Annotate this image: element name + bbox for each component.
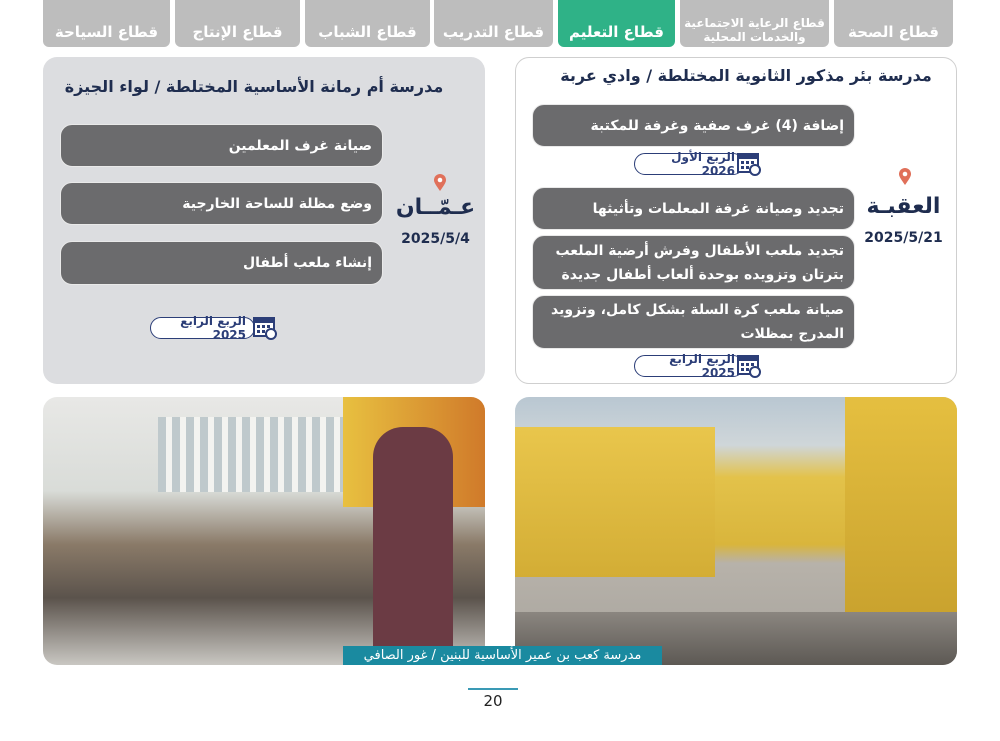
project-item: إنشاء ملعب أطفال [60,241,383,285]
tab-health[interactable]: قطاع الصحة [834,0,953,47]
photo-caption: مدرسة كعب بن عمير الأساسية للبنين / غور الصافي [343,646,662,665]
tab-training[interactable]: قطاع التدريب [434,0,553,47]
project-item: تجديد ملعب الأطفال وفرش أرضية الملعب بترتان وتزويده بوحدة ألعاب أطفال جديدة [532,235,855,290]
school-title: مدرسة بئر مذكور الثانوية المختلطة / وادي عربة [560,66,932,85]
tab-production[interactable]: قطاع الإنتاج [175,0,300,47]
classroom-photo [43,397,485,665]
tab-education[interactable]: قطاع التعليم [558,0,675,47]
visit-date: 2025/5/21 [864,230,943,246]
project-item: صيانة غرف المعلمين [60,124,383,167]
timeline-badge: الربع الرابع 2025 [150,317,255,339]
visit-date: 2025/5/4 [401,231,470,247]
project-item: صيانة ملعب كرة السلة بشكل كامل، وتزويد المدرج بمظلات [532,295,855,349]
city-name: العقبـة [866,194,941,219]
city-name: عـمّــان [395,195,476,220]
tab-youth[interactable]: قطاع الشباب [305,0,430,47]
project-item: تجديد وصيانة غرفة المعلمات وتأثيثها [532,187,855,230]
page-number: 20 [483,692,503,710]
calendar-icon [737,150,761,176]
project-item: وضع مظلة للساحة الخارجية [60,182,383,225]
school-card-aqaba [515,57,957,384]
calendar-icon [253,314,277,340]
tab-social-welfare[interactable]: قطاع الرعاية الاجتماعية والخدمات المحلية [680,0,829,47]
tab-tourism[interactable]: قطاع السياحة [43,0,170,47]
schoolyard-photo [515,397,957,665]
school-card-amman [43,57,485,384]
timeline-badge: الربع الرابع 2025 [634,355,744,377]
page-number-divider [468,688,518,690]
school-title: مدرسة أم رمانة الأساسية المختلطة / لواء الجيزة [64,77,444,96]
location-pin-icon [898,168,912,186]
timeline-badge: الربع الأول 2026 [634,153,744,175]
calendar-icon [737,352,761,378]
location-pin-icon [433,174,447,192]
project-item: إضافة (4) غرف صفية وغرفة للمكتبة [532,104,855,147]
